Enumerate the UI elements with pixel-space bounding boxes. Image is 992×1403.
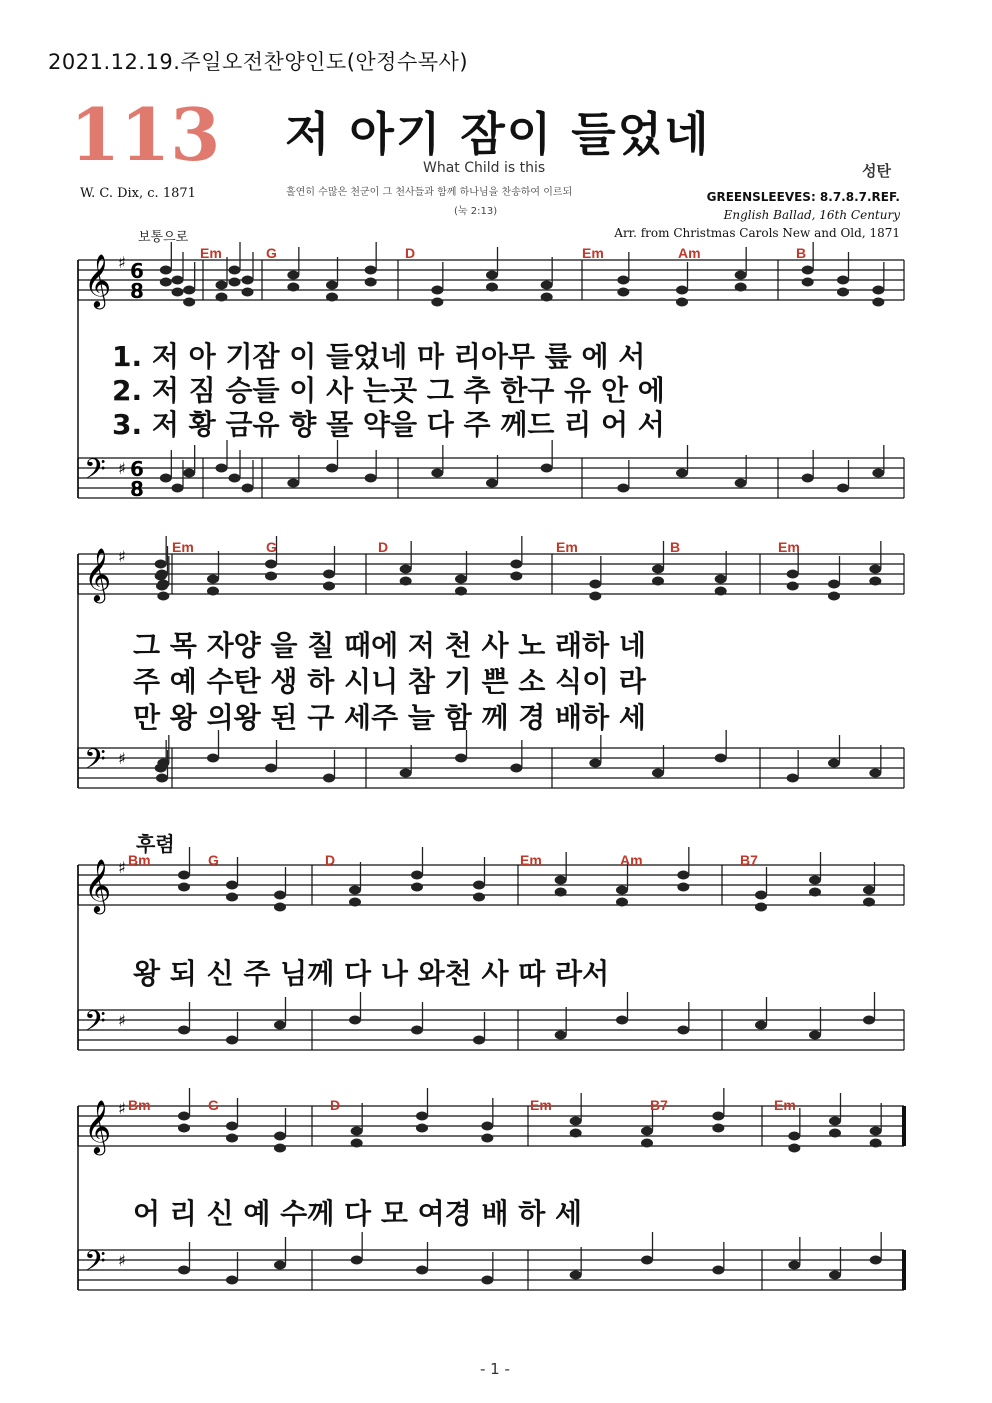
chord-symbol: D xyxy=(405,245,416,261)
note-head xyxy=(207,754,219,763)
note-head xyxy=(411,883,423,892)
note-head xyxy=(178,883,190,892)
lyric-verse-3-system-2: 만 왕 의왕 된 구 세주 늘 함 께 경 배하 세 xyxy=(133,701,646,734)
note-head xyxy=(226,893,238,902)
note-head xyxy=(755,903,767,912)
note-head xyxy=(400,577,412,586)
note-head xyxy=(616,898,628,907)
chord-symbol: B7 xyxy=(740,852,758,868)
note-head xyxy=(589,580,601,589)
note-head xyxy=(541,293,553,302)
note-head xyxy=(155,560,167,569)
note-head xyxy=(265,764,277,773)
lyric-verse-1-system-1: 1. 저 아 기잠 이 들었네 마 리아무 릎 에 서 xyxy=(112,340,646,373)
note-head xyxy=(510,560,522,569)
note-head xyxy=(226,1122,238,1131)
note-head xyxy=(486,479,498,488)
note-head xyxy=(207,575,219,584)
time-signature-top: 6 xyxy=(130,259,144,283)
note-head xyxy=(242,288,254,297)
chord-symbol: B xyxy=(670,539,681,555)
note-head xyxy=(787,774,799,783)
note-head xyxy=(863,898,875,907)
note-head xyxy=(837,288,849,297)
tune-name: GREENSLEEVES: 8.7.8.7.REF. xyxy=(706,190,900,204)
note-head xyxy=(735,271,747,280)
chord-symbol: D xyxy=(325,852,336,868)
note-head xyxy=(837,276,849,285)
chord-symbol: Em xyxy=(520,852,542,868)
note-head xyxy=(365,278,377,287)
note-head xyxy=(172,276,184,285)
chord-symbol: B xyxy=(796,245,807,261)
lyric-refrain-system-4: 어 리 신 예 수께 다 모 여경 배 하 세 xyxy=(133,1197,583,1230)
key-signature-sharp-icon: ♯ xyxy=(118,1251,126,1270)
note-head xyxy=(616,886,628,895)
note-head xyxy=(589,592,601,601)
note-head xyxy=(156,570,168,579)
note-head xyxy=(349,898,361,907)
chord-symbol: Bm xyxy=(128,852,151,868)
note-head xyxy=(157,580,169,589)
note-head xyxy=(216,281,228,290)
note-head xyxy=(788,1144,800,1153)
note-head xyxy=(863,1016,875,1025)
key-signature-sharp-icon: ♯ xyxy=(118,253,126,272)
chord-symbol: Em xyxy=(556,539,578,555)
note-head xyxy=(735,283,747,292)
chord-symbol: G xyxy=(208,1097,219,1113)
note-head xyxy=(242,484,254,493)
hymn-subtitle: What Child is this xyxy=(423,160,546,176)
note-head xyxy=(178,1124,190,1133)
note-head xyxy=(570,1129,582,1138)
note-head xyxy=(400,769,412,778)
note-head xyxy=(788,1132,800,1141)
hymn-author: W. C. Dix, c. 1871 xyxy=(80,186,196,201)
note-head xyxy=(323,774,335,783)
chord-symbol: Em xyxy=(778,539,800,555)
note-head xyxy=(326,281,338,290)
note-head xyxy=(326,464,338,473)
note-head xyxy=(156,774,168,783)
note-head xyxy=(837,484,849,493)
note-head xyxy=(555,876,567,885)
note-head xyxy=(274,1021,286,1030)
note-head xyxy=(616,1016,628,1025)
note-head xyxy=(416,1124,428,1133)
note-head xyxy=(872,298,884,307)
note-head xyxy=(828,592,840,601)
note-head xyxy=(160,266,172,275)
note-head xyxy=(755,1021,767,1030)
lyric-refrain-system-3: 왕 되 신 주 님께 다 나 와천 사 따 라서 xyxy=(133,957,610,990)
note-head xyxy=(326,293,338,302)
note-head xyxy=(676,298,688,307)
note-head xyxy=(183,286,195,295)
note-head xyxy=(455,754,467,763)
note-head xyxy=(178,871,190,880)
note-head xyxy=(755,891,767,900)
note-head xyxy=(869,565,881,574)
note-head xyxy=(829,1129,841,1138)
note-head xyxy=(473,893,485,902)
note-head xyxy=(481,1134,493,1143)
note-head xyxy=(229,474,241,483)
note-head xyxy=(178,1112,190,1121)
note-head xyxy=(712,1124,724,1133)
note-head xyxy=(411,871,423,880)
note-head xyxy=(226,1134,238,1143)
note-head xyxy=(411,1026,423,1035)
note-head xyxy=(641,1127,653,1136)
note-head xyxy=(829,1271,841,1280)
note-head xyxy=(788,1261,800,1270)
treble-clef-icon: 𝄞 xyxy=(84,1099,112,1153)
chord-symbol: Em xyxy=(774,1097,796,1113)
note-head xyxy=(870,1256,882,1265)
note-head xyxy=(872,286,884,295)
note-head xyxy=(287,479,299,488)
note-head xyxy=(274,891,286,900)
note-head xyxy=(510,764,522,773)
note-head xyxy=(351,1256,363,1265)
note-head xyxy=(481,1276,493,1285)
note-head xyxy=(712,1112,724,1121)
chord-symbol: G xyxy=(266,539,277,555)
note-head xyxy=(431,286,443,295)
treble-clef-icon: 𝄞 xyxy=(84,547,112,601)
note-head xyxy=(828,759,840,768)
note-head xyxy=(351,1139,363,1148)
note-head xyxy=(510,572,522,581)
note-head xyxy=(226,1276,238,1285)
note-head xyxy=(172,484,184,493)
note-head xyxy=(486,271,498,280)
note-head xyxy=(617,288,629,297)
chord-symbol: Em xyxy=(172,539,194,555)
key-signature-sharp-icon: ♯ xyxy=(118,459,126,478)
note-head xyxy=(555,888,567,897)
hymn-title: 저 아기 잠이 들었네 xyxy=(285,107,711,161)
note-head xyxy=(473,1036,485,1045)
note-head xyxy=(809,888,821,897)
note-head xyxy=(715,575,727,584)
note-head xyxy=(555,1031,567,1040)
refrain-label: 후렴 xyxy=(136,832,175,856)
note-head xyxy=(287,271,299,280)
note-head xyxy=(365,266,377,275)
note-head xyxy=(829,1117,841,1126)
note-head xyxy=(715,587,727,596)
note-head xyxy=(229,266,241,275)
key-signature-sharp-icon: ♯ xyxy=(118,547,126,566)
note-head xyxy=(802,278,814,287)
note-head xyxy=(365,474,377,483)
note-head xyxy=(481,1122,493,1131)
note-head xyxy=(416,1112,428,1121)
bass-clef-icon: 𝄢 xyxy=(84,743,106,783)
note-head xyxy=(802,266,814,275)
note-head xyxy=(183,298,195,307)
page-number: - 1 - xyxy=(480,1360,510,1378)
note-head xyxy=(183,469,195,478)
chord-symbol: G xyxy=(208,852,219,868)
treble-clef-icon: 𝄞 xyxy=(84,858,112,912)
hymn-number: 113 xyxy=(70,92,221,177)
note-head xyxy=(641,1139,653,1148)
arranger: Arr. from Christmas Carols New and Old, 1871 xyxy=(614,226,900,240)
note-head xyxy=(349,886,361,895)
chord-symbol: G xyxy=(266,245,277,261)
note-head xyxy=(641,1256,653,1265)
note-head xyxy=(274,903,286,912)
bass-clef-icon: 𝄢 xyxy=(84,453,106,493)
note-head xyxy=(400,565,412,574)
time-signature-top: 6 xyxy=(130,457,144,481)
note-head xyxy=(473,881,485,890)
hymn-category: 성탄 xyxy=(862,162,891,180)
note-head xyxy=(323,582,335,591)
chord-symbol: D xyxy=(378,539,389,555)
note-head xyxy=(486,283,498,292)
note-head xyxy=(455,587,467,596)
note-head xyxy=(677,1026,689,1035)
chord-symbol: Em xyxy=(582,245,604,261)
note-head xyxy=(274,1261,286,1270)
note-head xyxy=(870,1127,882,1136)
note-head xyxy=(870,1139,882,1148)
chord-symbol: Bm xyxy=(128,1097,151,1113)
note-head xyxy=(172,288,184,297)
note-head xyxy=(652,769,664,778)
note-head xyxy=(431,298,443,307)
note-head xyxy=(809,1031,821,1040)
tune-origin: English Ballad, 16th Century xyxy=(723,208,900,222)
note-head xyxy=(541,464,553,473)
note-head xyxy=(274,1144,286,1153)
note-head xyxy=(226,1036,238,1045)
note-head xyxy=(570,1117,582,1126)
chord-symbol: Am xyxy=(620,852,643,868)
key-signature-sharp-icon: ♯ xyxy=(118,749,126,768)
note-head xyxy=(207,587,219,596)
key-signature-sharp-icon: ♯ xyxy=(118,1011,126,1030)
note-head xyxy=(589,759,601,768)
note-head xyxy=(160,278,172,287)
note-head xyxy=(178,1026,190,1035)
note-head xyxy=(351,1127,363,1136)
note-head xyxy=(652,577,664,586)
lyric-verse-2-system-1: 2. 저 짐 승들 이 사 는곳 그 추 한구 유 안 에 xyxy=(112,374,665,407)
chord-symbol: Em xyxy=(200,245,222,261)
note-head xyxy=(809,876,821,885)
note-head xyxy=(677,883,689,892)
lyric-verse-1-system-2: 그 목 자양 을 칠 때에 저 천 사 노 래하 네 xyxy=(133,629,646,662)
note-head xyxy=(274,1132,286,1141)
note-head xyxy=(287,283,299,292)
note-head xyxy=(265,560,277,569)
time-signature-bottom: 8 xyxy=(130,279,144,303)
note-head xyxy=(869,769,881,778)
note-head xyxy=(431,469,443,478)
note-head xyxy=(455,575,467,584)
note-head xyxy=(676,286,688,295)
note-head xyxy=(226,881,238,890)
note-head xyxy=(617,276,629,285)
note-head xyxy=(216,464,228,473)
note-head xyxy=(617,484,629,493)
note-head xyxy=(229,278,241,287)
scripture-text: 홀연히 수많은 천군이 그 천사들과 함께 하나님을 찬송하여 이르되 xyxy=(286,187,573,198)
note-head xyxy=(787,570,799,579)
note-head xyxy=(869,577,881,586)
note-head xyxy=(157,592,169,601)
note-head xyxy=(178,1266,190,1275)
note-head xyxy=(715,754,727,763)
document-header: 2021.12.19.주일오전찬양인도(안정수목사) xyxy=(48,50,469,74)
note-head xyxy=(416,1266,428,1275)
note-head xyxy=(863,886,875,895)
chord-symbol: B7 xyxy=(650,1097,668,1113)
scripture-reference: (눅 2:13) xyxy=(454,206,498,217)
note-head xyxy=(160,474,172,483)
tempo-marking: 보통으로 xyxy=(138,230,189,245)
note-head xyxy=(216,293,228,302)
bass-clef-icon: 𝄢 xyxy=(84,1245,106,1285)
bass-clef-icon: 𝄢 xyxy=(84,1005,106,1045)
note-head xyxy=(735,479,747,488)
treble-clef-icon: 𝄞 xyxy=(84,253,112,307)
note-head xyxy=(676,469,688,478)
note-head xyxy=(157,759,169,768)
lyric-verse-3-system-1: 3. 저 황 금유 향 몰 약을 다 주 께드 리 어 서 xyxy=(112,408,665,441)
note-head xyxy=(828,580,840,589)
key-signature-sharp-icon: ♯ xyxy=(118,1099,126,1118)
note-head xyxy=(541,281,553,290)
key-signature-sharp-icon: ♯ xyxy=(118,858,126,877)
note-head xyxy=(349,1016,361,1025)
chord-symbol: Em xyxy=(530,1097,552,1113)
note-head xyxy=(802,474,814,483)
lyric-verse-2-system-2: 주 예 수탄 생 하 시니 참 기 쁜 소 식이 라 xyxy=(133,665,646,698)
chord-symbol: D xyxy=(330,1097,341,1113)
note-head xyxy=(787,582,799,591)
note-head xyxy=(872,469,884,478)
note-head xyxy=(712,1266,724,1275)
note-head xyxy=(242,276,254,285)
note-head xyxy=(323,570,335,579)
chord-symbol: Am xyxy=(678,245,701,261)
note-head xyxy=(677,871,689,880)
time-signature-bottom: 8 xyxy=(130,477,144,501)
note-head xyxy=(265,572,277,581)
note-head xyxy=(570,1271,582,1280)
note-head xyxy=(652,565,664,574)
